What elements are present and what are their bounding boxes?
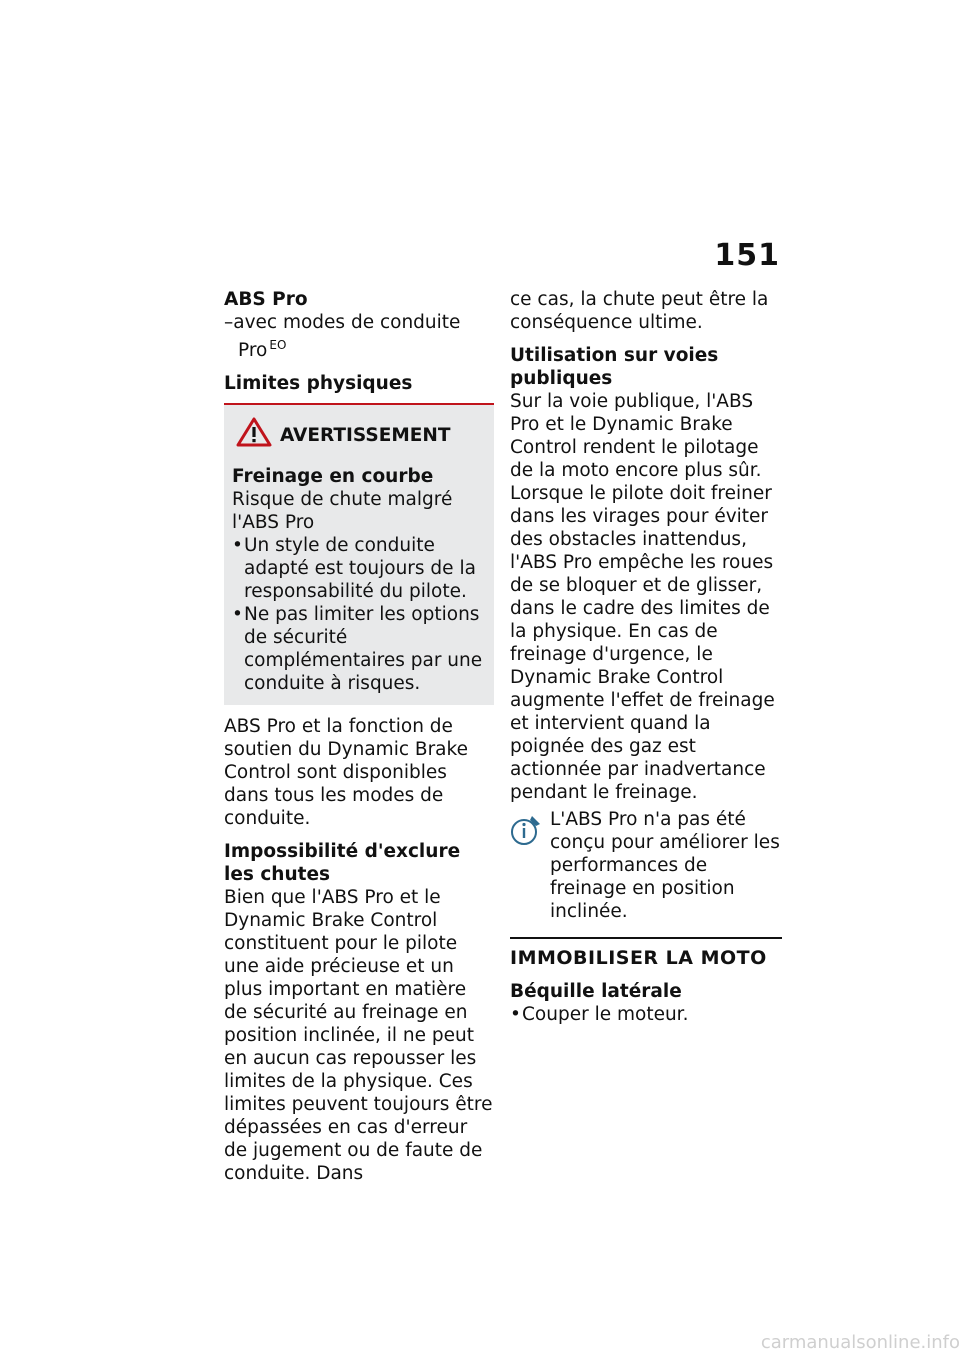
warning-subtitle: Freinage en courbe: [232, 466, 434, 488]
watermark: carmanualsonline.info: [760, 1332, 960, 1353]
warning-bullets: [232, 534, 486, 695]
subheading-stand: Béquille latérale: [510, 981, 682, 1002]
page-number: 151: [714, 238, 780, 273]
warning-header: [236, 417, 486, 453]
dash-item: [224, 311, 494, 362]
para-falls: Bien que l'ABS Pro et le Dynamic Brake Control constituent pour le pilote une aide précieuse et un plus important en matière de sécurité au freinage en position inclinée, il ne peut en aucun cas repousser les limites de la physique. Ces limites peuvent toujours être dépassées en cas d'erreur de jugement ou de faute de conduite. Dans: [224, 887, 493, 1185]
warning-bullet: • Un style de conduite adapté est toujours de la responsabilité du pilote.: [232, 534, 486, 603]
warning-triangle-icon: [236, 417, 272, 453]
warning-bullet: • Ne pas limiter les options de sécurité complémentaires par une conduite à risques.: [232, 603, 486, 695]
subheading-public: Utilisation sur voies publiques: [510, 345, 719, 389]
info-pen-icon: [510, 808, 542, 923]
section-divider: [510, 937, 782, 939]
info-note: [510, 808, 782, 923]
warning-text: Risque de chute malgré l'ABS Pro: [232, 489, 453, 534]
para-support: ABS Pro et la fonction de soutien du Dynamic Brake Control sont disponibles dans tous les modes de conduite.: [224, 716, 468, 830]
subheading-falls: Impossibilité d'exclure les chutes: [224, 841, 461, 886]
warning-title: AVERTISSEMENT: [280, 424, 451, 446]
dash-item-sup: EO: [269, 338, 287, 352]
section-title: IMMOBILISER LA MOTO: [510, 947, 767, 969]
stand-bullet: • Couper le moteur.: [510, 1003, 782, 1026]
warning-box: [224, 403, 494, 705]
para-public: Sur la voie publique, l'ABS Pro et le Dynamic Brake Control rendent le pilotage de la moto encore plus sûr. Lorsque le pilote doit freiner dans les virages pour éviter des obstacles inattendus, l'ABS Pro empêche les roues de se bloquer et de glisser, dans le cadre des limites de la physique. En cas de freinage d'urgence, le Dynamic Brake Control augmente l'effet de freinage et intervient quand la poignée des gaz est actionnée par inadvertance pendant le freinage.: [510, 391, 775, 803]
right-column: [510, 288, 782, 1026]
heading-abs-pro: ABS Pro: [224, 289, 308, 310]
dash-item-text: –avec modes de conduite Pro: [224, 312, 461, 362]
left-column: [224, 288, 494, 1185]
note-text: L'ABS Pro n'a pas été conçu pour améliorer les performances de freinage en position inclinée.: [550, 809, 780, 922]
subheading-limits: Limites physiques: [224, 373, 413, 395]
stand-bullets: [510, 1003, 782, 1026]
para-continued: ce cas, la chute peut être la conséquence ultime.: [510, 289, 769, 333]
